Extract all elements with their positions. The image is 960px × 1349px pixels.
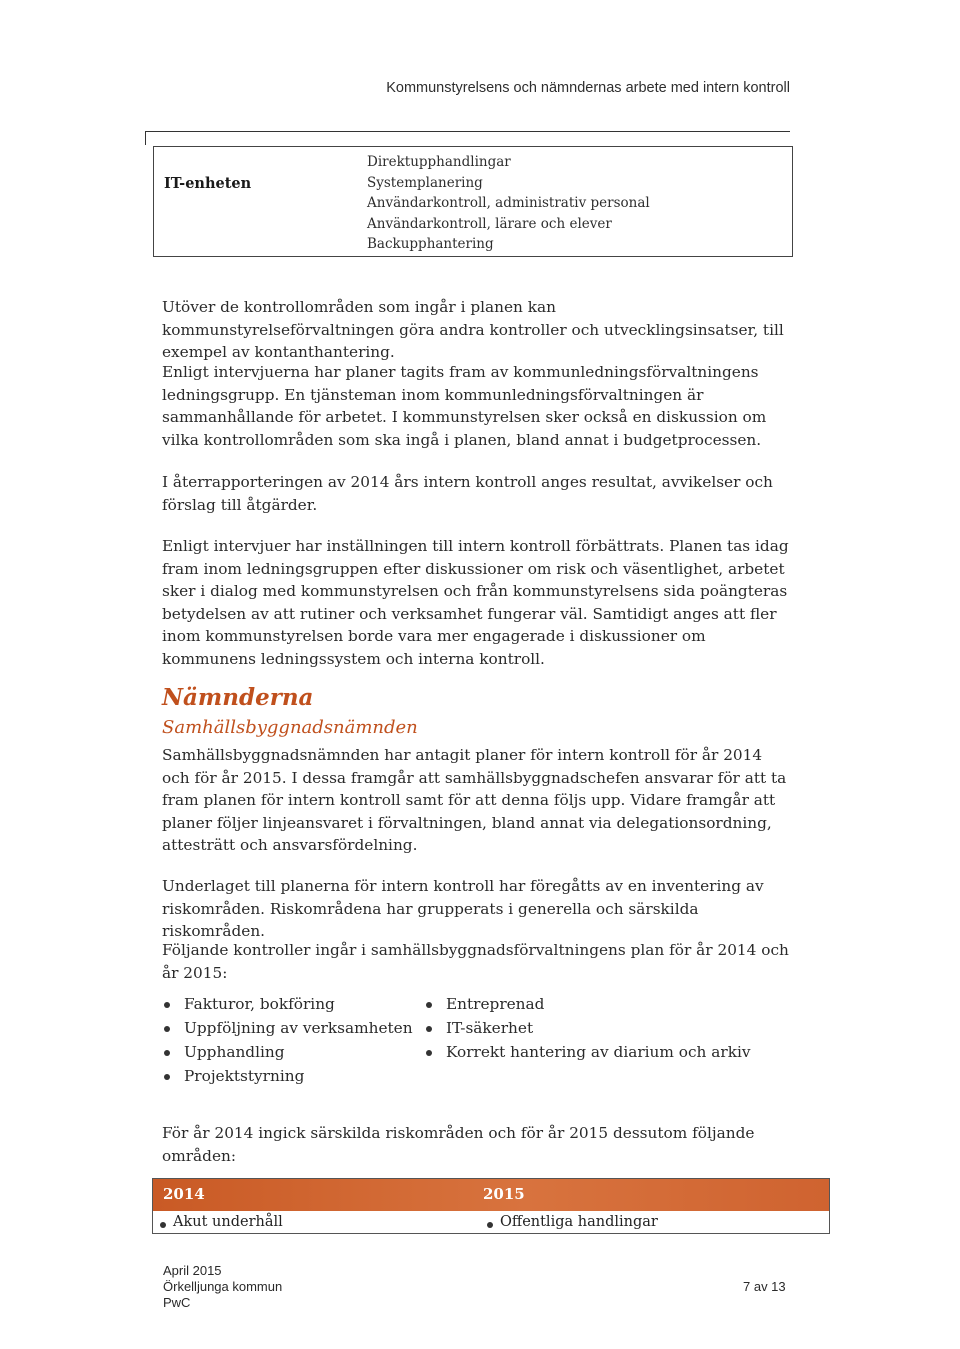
year-table-header xyxy=(153,1179,829,1211)
list-item: Projektstyrning xyxy=(162,1064,413,1088)
list-item: Entreprenad xyxy=(424,992,751,1016)
paragraph-controls-list-intro xyxy=(162,939,792,984)
paragraph-improvement xyxy=(162,535,792,671)
it-unit-label: IT-enheten xyxy=(164,175,252,192)
list-item: Uppföljning av verksamheten xyxy=(162,1016,413,1040)
footer-date: April 2015 xyxy=(163,1263,222,1278)
top-rule xyxy=(145,131,790,132)
paragraph-reporting xyxy=(162,471,792,516)
footer-firm: PwC xyxy=(163,1295,191,1310)
year-header-2015: 2015 xyxy=(483,1185,525,1203)
paragraph-text: Samhällsbyggnadsnämnden har antagit planer för intern kontroll för år 2014 och för år 2015. I dessa framgår att samhällsbyggnadschefen ansvarar för att ta fram planen för intern kontroll samt för att denna följs upp. Vidare framgår att planer följer linjeansvaret i förvaltningen, bland annat via delegationsordning, attesträtt och ansvarsfördelning. xyxy=(162,746,787,855)
section-heading: Nämnderna xyxy=(162,684,314,711)
list-item: Fakturor, bokföring xyxy=(162,992,413,1016)
list-item: Upphandling xyxy=(162,1040,413,1064)
running-header: Kommunstyrelsens och nämndernas arbete med intern kontroll xyxy=(386,80,790,96)
list-item: Korrekt hantering av diarium och arkiv xyxy=(424,1040,751,1064)
year-comparison-table xyxy=(152,1178,830,1234)
year-item-2014: Akut underhåll xyxy=(157,1214,283,1230)
year-item-2015: Offentliga handlingar xyxy=(484,1214,658,1230)
page-number: 7 av 13 xyxy=(743,1279,786,1294)
paragraph-text: Utöver de kontrollområden som ingår i planen kan kommunstyrelseförvaltningen göra andra kontroller och utvecklingsinsatser, till exempel av kontanthantering. xyxy=(162,298,784,362)
it-unit-item: Användarkontroll, lärare och elever xyxy=(367,215,612,232)
paragraph-risk-inventory xyxy=(162,875,792,943)
footer-info xyxy=(163,1263,282,1311)
list-item: IT-säkerhet xyxy=(424,1016,751,1040)
paragraph-sbn-plans xyxy=(162,744,792,857)
year-header-2014: 2014 xyxy=(163,1185,205,1203)
it-unit-item: Backupphantering xyxy=(367,236,494,253)
top-rule-tick xyxy=(145,131,146,145)
paragraph-special-risks xyxy=(162,1122,792,1167)
bullet-column-right xyxy=(424,992,751,1064)
bullet-column-left xyxy=(162,992,413,1088)
it-unit-table xyxy=(153,146,793,257)
it-unit-item: Direktupphandlingar xyxy=(367,154,511,170)
paragraph-text: För år 2014 ingick särskilda riskområden och för år 2015 dessutom följande områden: xyxy=(162,1124,755,1165)
it-unit-item: Användarkontroll, administrativ personal xyxy=(367,195,650,212)
paragraph-text: Underlaget till planerna för intern kontroll har föregåtts av en inventering av riskområden. Riskområdena har grupperats i generella och särskilda riskområden. xyxy=(162,877,764,941)
footer-organization: Örkelljunga kommun xyxy=(163,1279,283,1294)
paragraph-interviews xyxy=(162,361,792,451)
paragraph-text: Följande kontroller ingår i samhällsbyggnadsförvaltningens plan för år 2014 och år 2015: xyxy=(162,941,789,982)
paragraph-text: Enligt intervjuer har inställningen till intern kontroll förbättrats. Planen tas idag fram inom ledningsgruppen efter diskussioner om risk och väsentlighet, arbetet sker i dialog med kommunstyrelsen och från kommunstyrelsens sida poängteras betydelsen av att rutiner och verksamhet fungerar väl. Samtidigt anges att fler inom kommunstyrelsen borde vara mer engagerade i diskussioner om kommunens ledningssystem och interna kontroll. xyxy=(162,537,789,668)
paragraph-text: I återrapporteringen av 2014 års intern kontroll anges resultat, avvikelser och förslag till åtgärder. xyxy=(162,473,773,514)
it-unit-item: Systemplanering xyxy=(367,174,483,191)
paragraph-text: Enligt intervjuerna har planer tagits fram av kommunledningsförvaltningens ledningsgrupp. En tjänsteman inom kommunledningsförvaltningen är sammanhållande för arbetet. I kommunstyrelsen sker också en diskussion om vilka kontrollområden som ska ingå i planen, bland annat i budgetprocessen. xyxy=(162,363,767,449)
section-subheading: Samhällsbyggnadsnämnden xyxy=(162,717,418,738)
it-unit-list xyxy=(367,152,650,255)
paragraph-controls xyxy=(162,296,792,364)
